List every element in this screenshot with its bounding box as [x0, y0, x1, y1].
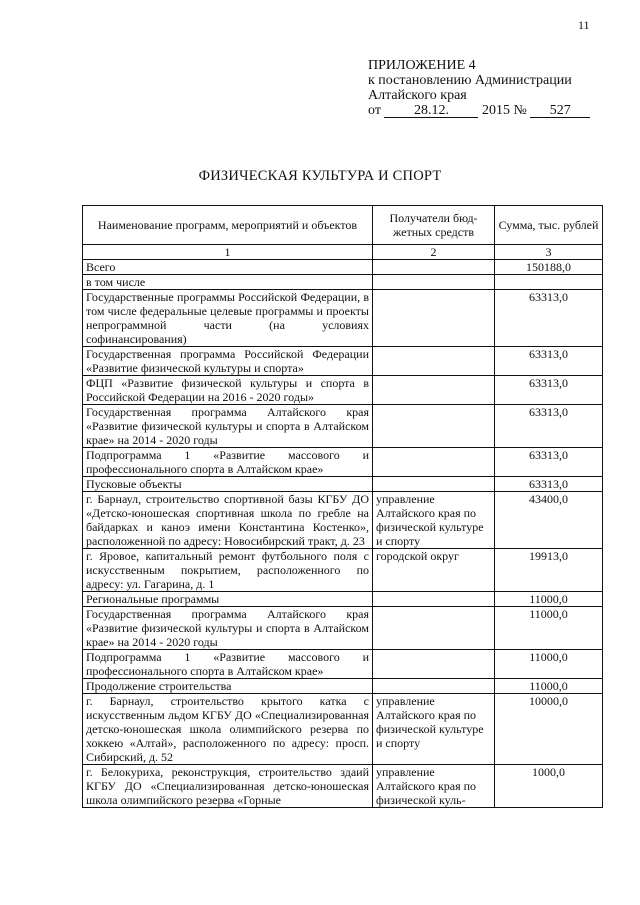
row-name: Продолжение строительства: [83, 679, 373, 694]
row-name: Государственная программа Алтайского края «Развитие физической культуры и спорта в Алтайском крае» на 2014 - 2020 годы: [83, 607, 373, 650]
row-name: ФЦП «Развитие физической культуры и спорта в Российской Федерации на 2016 - 2020 годы»: [83, 376, 373, 405]
header-name: Наименование программ, мероприятий и объектов: [83, 206, 373, 245]
row-amount: 11000,0: [495, 607, 603, 650]
page-number: 11: [578, 18, 590, 32]
table-row: [83, 607, 603, 650]
row-recipient: управление Алтайского края по физической культуре и спорту: [373, 492, 495, 549]
header-recipient: Получатели бюд-жетных средств: [373, 206, 495, 245]
row-name: Государственные программы Российской Федерации, в том числе федеральные целевые программы и проекты непрограммной части (на условиях софинансирования): [83, 290, 373, 347]
row-name: Всего: [83, 260, 373, 275]
row-recipient: управление Алтайского края по физической культуре и спорту: [373, 694, 495, 765]
row-name: г. Белокуриха, реконструкция, строительство здаий КГБУ ДО «Специализированная детско-юношеская школа олимпийского резерва «Горные: [83, 765, 373, 808]
table-row: [83, 592, 603, 607]
resolution-date: 28.12.: [384, 104, 478, 118]
row-amount: 63313,0: [495, 290, 603, 347]
row-name: Пусковые объекты: [83, 477, 373, 492]
row-amount: 63313,0: [495, 477, 603, 492]
row-name: Подпрограмма 1 «Развитие массового и профессионального спорта в Алтайском крае»: [83, 448, 373, 477]
budget-table: [82, 205, 603, 808]
resolution-number: 527: [530, 104, 590, 118]
row-recipient: городской округ: [373, 549, 495, 592]
table-row: [83, 290, 603, 347]
row-recipient: [373, 347, 495, 376]
row-amount: 63313,0: [495, 376, 603, 405]
resolution-year: 2015 №: [481, 103, 527, 118]
row-recipient: [373, 405, 495, 448]
row-amount: 1000,0: [495, 765, 603, 808]
table-row: [83, 679, 603, 694]
header-amount: Сумма, тыс. рублей: [495, 206, 603, 245]
row-amount: 10000,0: [495, 694, 603, 765]
column-number-1: 1: [83, 245, 373, 260]
appendix-resolution-line: к постановлению Администрации: [368, 73, 572, 88]
row-recipient: управление Алтайского края по физической куль-: [373, 765, 495, 808]
from-label: от: [368, 103, 381, 118]
table-row: [83, 376, 603, 405]
row-recipient: [373, 592, 495, 607]
row-amount: 63313,0: [495, 347, 603, 376]
row-name: г. Барнаул, строительство спортивной базы КГБУ ДО «Детско-юношеская спортивная школа по гребле на байдарках и каноэ имени Константина Костенко», расположенной по адресу: Новосибирский тракт, д. 23: [83, 492, 373, 549]
table-header-row: [83, 206, 603, 245]
row-recipient: [373, 290, 495, 347]
table-row: [83, 492, 603, 549]
row-recipient: [373, 376, 495, 405]
appendix-region-line: Алтайского края: [368, 88, 467, 103]
row-recipient: [373, 477, 495, 492]
table-row: [83, 260, 603, 275]
appendix-title: ПРИЛОЖЕНИЕ 4: [368, 58, 476, 73]
appendix-header: [368, 58, 590, 118]
row-recipient: [373, 607, 495, 650]
table-row: [83, 694, 603, 765]
row-name: Региональные программы: [83, 592, 373, 607]
row-amount: 43400,0: [495, 492, 603, 549]
row-name: Государственная программа Российской Федерации «Развитие физической культуры и спорта»: [83, 347, 373, 376]
row-name: в том числе: [83, 275, 373, 290]
table-row: [83, 549, 603, 592]
row-amount: 150188,0: [495, 260, 603, 275]
row-recipient: [373, 275, 495, 290]
document-title: ФИЗИЧЕСКАЯ КУЛЬТУРА И СПОРТ: [198, 168, 442, 184]
table-row: [83, 275, 603, 290]
row-amount: 63313,0: [495, 448, 603, 477]
table-row: [83, 405, 603, 448]
row-amount: 11000,0: [495, 679, 603, 694]
table-row: [83, 650, 603, 679]
table-row: [83, 765, 603, 808]
row-amount: 63313,0: [495, 405, 603, 448]
column-number-2: 2: [373, 245, 495, 260]
appendix-date-line: [368, 103, 590, 118]
column-number-3: 3: [495, 245, 603, 260]
row-recipient: [373, 448, 495, 477]
table-row: [83, 477, 603, 492]
row-name: г. Барнаул, строительство крытого катка с искусственным льдом КГБУ ДО «Специализированная детско-юношеская школа олимпийского резерва по хоккею «Алтай», расположенного по адресу: просп. Сибирский, д. 52: [83, 694, 373, 765]
row-name: г. Яровое, капитальный ремонт футбольного поля с искусственным покрытием, расположенного по адресу: ул. Гагарина, д. 1: [83, 549, 373, 592]
row-amount: 11000,0: [495, 650, 603, 679]
table-row: [83, 347, 603, 376]
row-amount: 11000,0: [495, 592, 603, 607]
row-name: Государственная программа Алтайского края «Развитие физической культуры и спорта в Алтайском крае» на 2014 - 2020 годы: [83, 405, 373, 448]
row-name: Подпрограмма 1 «Развитие массового и профессионального спорта в Алтайском крае»: [83, 650, 373, 679]
row-amount: [495, 275, 603, 290]
table-row: [83, 448, 603, 477]
row-recipient: [373, 650, 495, 679]
column-number-row: [83, 245, 603, 260]
row-recipient: [373, 260, 495, 275]
row-recipient: [373, 679, 495, 694]
row-amount: 19913,0: [495, 549, 603, 592]
